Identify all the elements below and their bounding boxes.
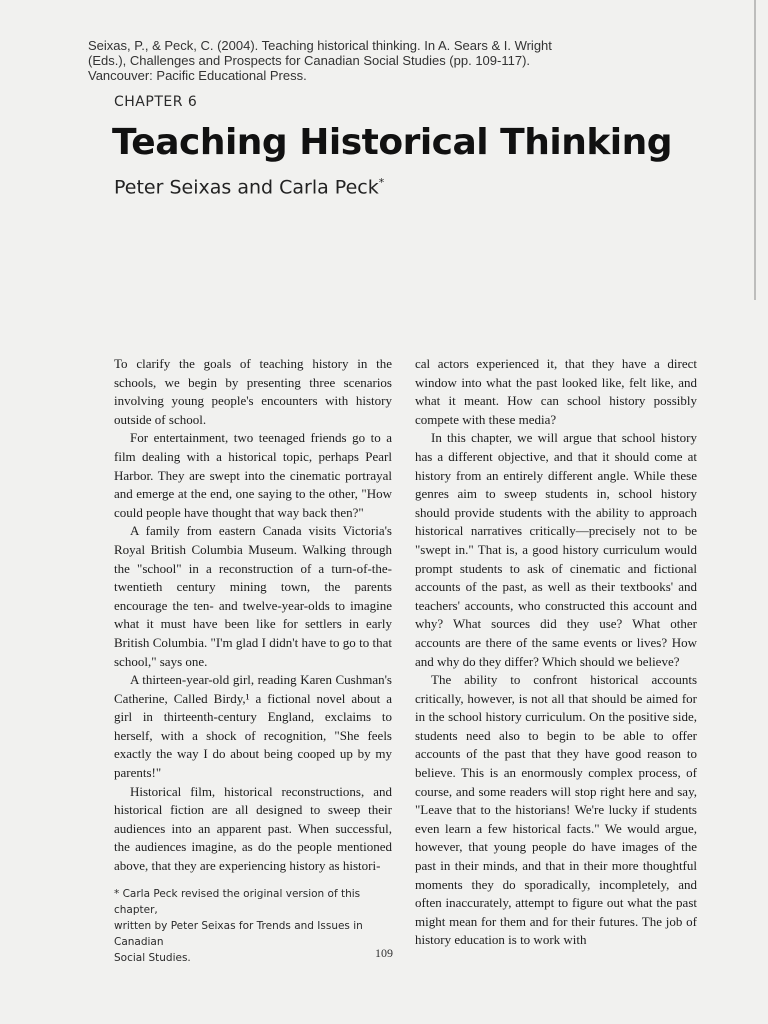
footnote-line: * Carla Peck revised the original version of this chapter, [114,888,361,916]
scan-edge [754,0,756,300]
paragraph: A thirteen-year-old girl, reading Karen Cushman's Catherine, Called Birdy,¹ a fictional novel about a girl in thirteenth-century England, exclaims to herself, with a shock of recognition, "She feels exactly the way I do about being cooped up by my parents!" [114,672,392,781]
paragraph: Historical film, historical reconstructions, and historical fiction are all designed to sweep their audiences into an apparent past. When successful, the audiences imagine, as do the people mentioned above, that they are experiencing history as histori- [114,783,392,874]
authors-names: Peter Seixas and Carla Peck [114,176,379,199]
chapter-label: CHAPTER 6 [114,94,198,110]
page-number: 109 [375,946,393,960]
citation [88,38,608,83]
paragraph: cal actors experienced it, that they have a direct window into what the past looked like, felt like, and what it meant. How can school history possibly compete with these media? [415,356,697,427]
paragraph: A family from eastern Canada visits Victoria's Royal British Columbia Museum. Walking through the "school" in a reconstruction of a turn-of-the-twentieth century mining town, the parents encourage the ten- and twelve-year-olds to imagine what it must have been like for settlers in early British Columbia. "I'm glad I didn't have to go to that school," says one. [114,523,392,669]
citation-line: (Eds.), Challenges and Prospects for Canadian Social Studies (pp. 109-117). [88,53,531,68]
citation-line: Vancouver: Pacific Educational Press. [88,68,307,83]
citation-line: Seixas, P., & Peck, C. (2004). Teaching historical thinking. In A. Sears & I. Wright [88,38,552,53]
paragraph: To clarify the goals of teaching history in the schools, we begin by presenting three scenarios involving young people's encounters with history outside of school. [114,356,392,427]
footnote-line: Social Studies. [114,952,191,964]
paragraph: The ability to confront historical accounts critically, however, is not all that should be aimed for in the school history curriculum. On the positive side, students need also to begin to be able to offer accounts of the past that they have good reason to believe. This is an enormously complex process, of course, and some readers will stop right here and say, "Leave that to the historians! We're lucky if students even learn a few historical facts." We would argue, however, that young people do have images of the past in their minds, and that in their more thoughtful moments they do sporadically, incompletely, and often inaccurately, attempt to figure out what the past might mean for them and for their futures. The job of history education is to work with [415,672,697,948]
authors [114,176,384,198]
right-column [415,355,697,950]
chapter-title: Teaching Historical Thinking [112,122,672,163]
footnote-line: written by Peter Seixas for Trends and Issues in Canadian [114,920,363,948]
paragraph: In this chapter, we will argue that school history has a different objective, and that it should come at history from an entirely different angle. While these genres aim to sweep students in, school history should provide students with the ability to approach historical narratives critically—precisely not to be "swept in." That is, a good history curriculum would prompt students to ask of cinematic and fictional accounts of the past, as well as their textbooks' and teachers' accounts, who constructed this account and why? What sources did they use? What other accounts are there of the same events or lives? How and why do they differ? Which should we believe? [415,430,697,669]
left-column [114,355,392,876]
author-footnote-mark: * [378,176,385,189]
paragraph: For entertainment, two teenaged friends go to a film dealing with a historical topic, perhaps Pearl Harbor. They are swept into the cinematic portrayal and emerge at the end, one saying to the other, "How could people have thought that way back then?" [114,430,392,520]
